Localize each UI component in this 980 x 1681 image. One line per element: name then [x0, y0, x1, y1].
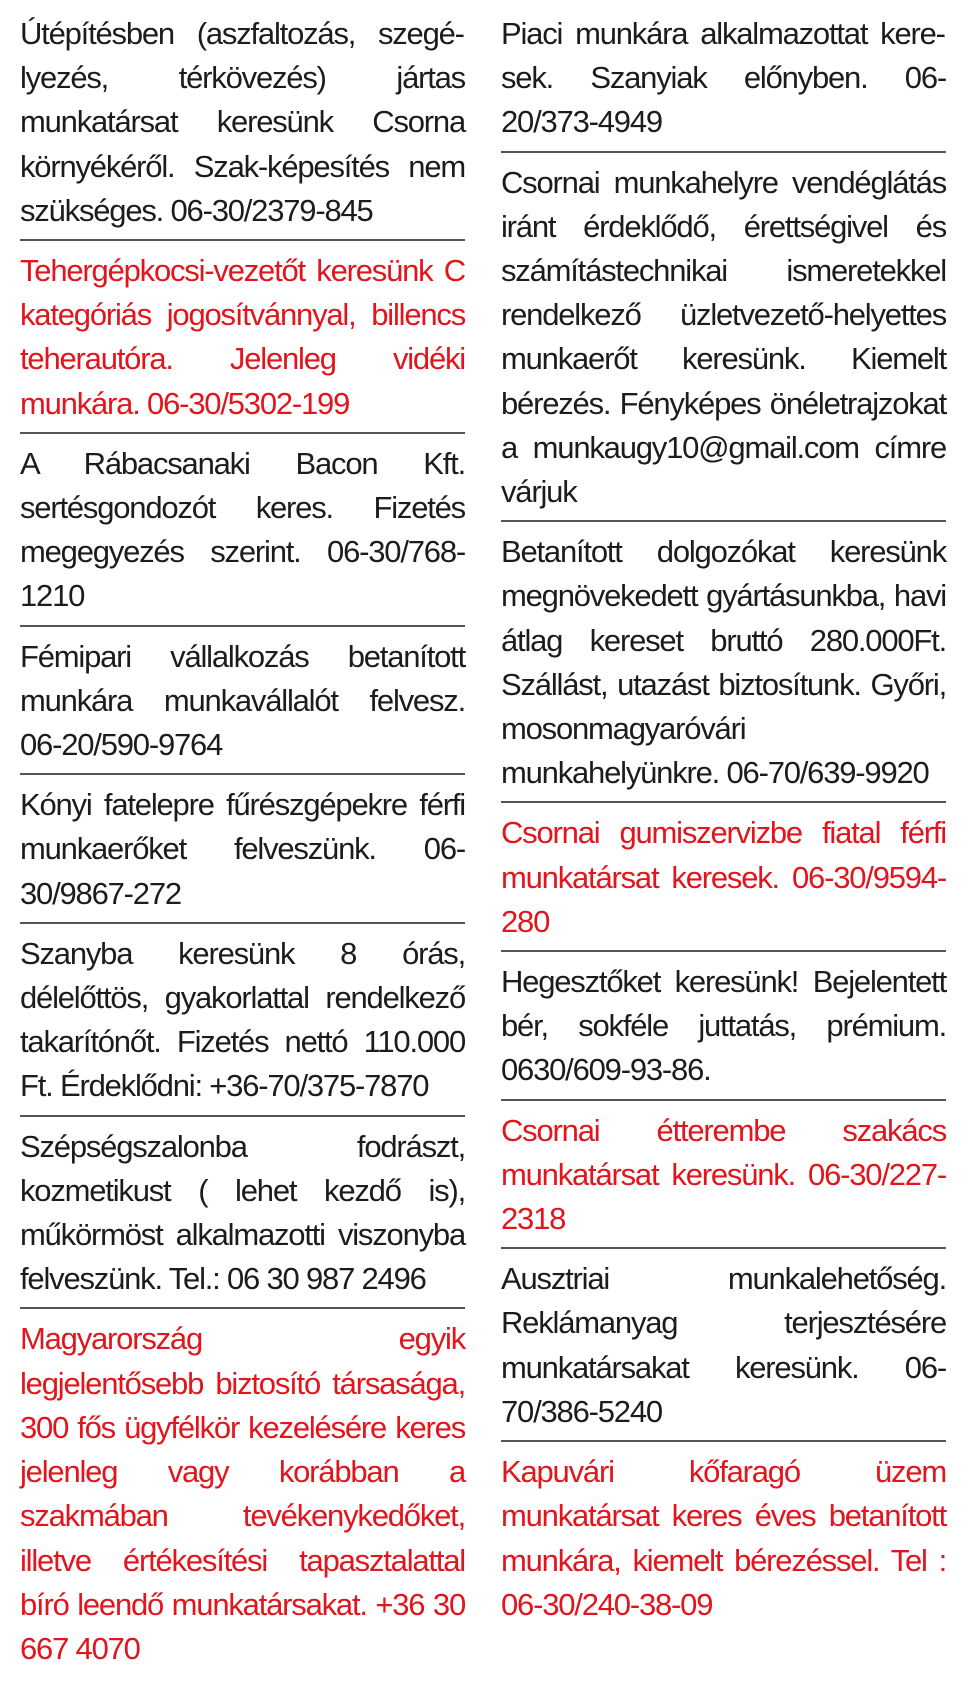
- classified-ad: Kapuvári kőfaragó üzem munkatársat keres éves betanított munkára, kiemelt bérezéssel. Tel : 06-30/240-38-09: [501, 1454, 946, 1622]
- classified-ad: Kónyi fatelepre fűrészgépekre férfi munkaerőket felveszünk. 06-30/9867-272: [20, 779, 465, 924]
- classified-ad: Hegesztőket keresünk! Bejelentett bér, sokféle juttatás, prémium. 0630/609-93-86.: [501, 956, 946, 1101]
- classified-ad: Csornai gumiszervizbe fiatal férfi munkatársat keresek. 06-30/9594-280: [501, 807, 946, 952]
- classified-ad: Ausztriai munkalehetőség. Reklámanyag terjesztésére munkatársakat keresünk. 06-70/386-5240: [501, 1253, 946, 1442]
- classified-ad: Tehergépkocsi-vezetőt keresünk C kategóriás jogosítvánnyal, billencs teherautóra. Jelenleg vidéki munkára. 06-30/5302-199: [20, 245, 465, 434]
- left-column: [20, 8, 465, 1681]
- classified-ad: A Rábacsanaki Bacon Kft. sertésgondozót keres. Fizetés megegyezés szerint. 06-30/768-1210: [20, 438, 465, 627]
- classified-ad: Csornai munkahelyre vendéglátás iránt érdeklődő, érettségivel és számítástechnikai ismeretekkel rendelkező üzletvezető-helyettes munkaerőt keresünk. Kiemelt bérezés. Fényképes önéletrajzokat a munkaugy10@gmail.com címre várjuk: [501, 157, 946, 523]
- classified-ad: Szépségszalonba fodrászt, kozmetikust ( lehet kezdő is), műkörmöst alkalmazotti viszonyba felveszünk. Tel.: 06 30 987 2496: [20, 1121, 465, 1310]
- classified-ad: Piaci munkára alkalmazottat keresek. Szanyiak előnyben. 06-20/373-4949: [501, 8, 946, 153]
- classified-ad: Szanyba keresünk 8 órás, délelőttös, gyakorlattal rendelkező takarítónőt. Fizetés nettó 110.000 Ft. Érdeklődni: +36-70/375-7870: [20, 928, 465, 1117]
- classified-ad: Betanított dolgozókat keresünk megnövekedett gyártásunkba, havi átlag kereset bruttó 280.000Ft. Szállást, utazást biztosítunk. Győri, mosonmagyaróvári munkahelyünkre. 06-70/639-9920: [501, 526, 946, 803]
- right-column: [501, 8, 946, 1637]
- classified-ad: Fémipari vállalkozás betanított munkára munkavállalót felvesz. 06-20/590-9764: [20, 631, 465, 776]
- classified-ad: Csornai étterembe szakács munkatársat keresünk. 06-30/227-2318: [501, 1105, 946, 1250]
- classified-ad: Magyarország egyik legjelentősebb biztosító társasága, 300 fős ügyfélkör kezelésére keres jelenleg vagy korábban a szakmában tevékenykedőket, illetve értékesítési tapasztalattal bíró leendő munkatársakat. +36 30 667 4070: [20, 1321, 465, 1666]
- classified-ad: Útépítésben (aszfaltozás, szegélyezés, térkövezés) jártas munkatársat keresünk Csorna környékéről. Szak-képesítés nem szükséges. 06-30/2379-845: [20, 8, 465, 241]
